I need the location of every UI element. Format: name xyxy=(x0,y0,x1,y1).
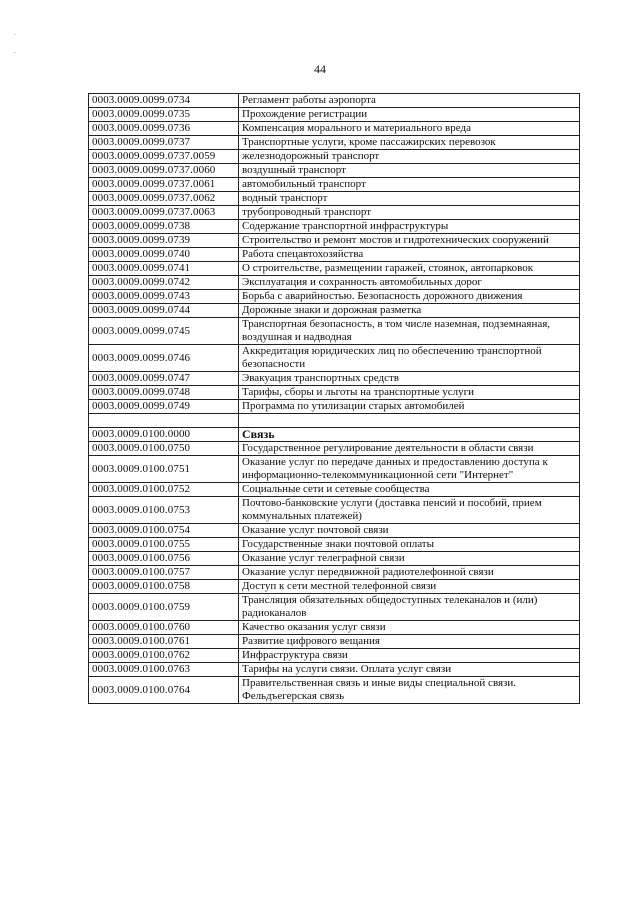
table-row xyxy=(89,594,580,621)
table-row xyxy=(89,178,580,192)
row-code: 0003.0009.0100.0755 xyxy=(89,538,239,552)
row-name: Дорожные знаки и дорожная разметка xyxy=(239,304,580,318)
row-name: воздушный транспорт xyxy=(239,164,580,178)
row-name: Эксплуатация и сохранность автомобильных дорог xyxy=(239,276,580,290)
row-name: Социальные сети и сетевые сообщества xyxy=(239,483,580,497)
row-code: 0003.0009.0099.0735 xyxy=(89,108,239,122)
row-code: 0003.0009.0100.0761 xyxy=(89,635,239,649)
row-code: 0003.0009.0100.0753 xyxy=(89,497,239,524)
row-code: 0003.0009.0099.0737.0059 xyxy=(89,150,239,164)
row-name: Правительственная связь и иные виды специальной связи. Фельдъегерская связь xyxy=(239,677,580,704)
table-row xyxy=(89,164,580,178)
table-row xyxy=(89,136,580,150)
row-name: Качество оказания услуг связи xyxy=(239,621,580,635)
table-row xyxy=(89,276,580,290)
table-row xyxy=(89,94,580,108)
row-name: Оказание услуг почтовой связи xyxy=(239,524,580,538)
page-number: 44 xyxy=(314,62,326,76)
row-name: Развитие цифрового вещания xyxy=(239,635,580,649)
row-name: автомобильный транспорт xyxy=(239,178,580,192)
row-name: Содержание транспортной инфраструктуры xyxy=(239,220,580,234)
row-code: 0003.0009.0100.0750 xyxy=(89,442,239,456)
row-code: 0003.0009.0099.0740 xyxy=(89,248,239,262)
row-name: О строительстве, размещении гаражей, стоянок, автопарковок xyxy=(239,262,580,276)
row-code: 0003.0009.0099.0744 xyxy=(89,304,239,318)
row-code: 0003.0009.0100.0757 xyxy=(89,566,239,580)
table-row xyxy=(89,566,580,580)
row-code: 0003.0009.0099.0737.0060 xyxy=(89,164,239,178)
row-name: Работа спецавтохозяйства xyxy=(239,248,580,262)
row-code: 0003.0009.0099.0747 xyxy=(89,372,239,386)
row-name: Строительство и ремонт мостов и гидротехнических сооружений xyxy=(239,234,580,248)
row-name: Оказание услуг по передаче данных и предоставлению доступа к информационно-телекоммуникационной сети "Интернет" xyxy=(239,456,580,483)
row-code: 0003.0009.0099.0737.0063 xyxy=(89,206,239,220)
row-name: Тарифы на услуги связи. Оплата услуг связи xyxy=(239,663,580,677)
row-name: Программа по утилизации старых автомобилей xyxy=(239,400,580,414)
table-row xyxy=(89,248,580,262)
row-name: Государственные знаки почтовой оплаты xyxy=(239,538,580,552)
row-name: Транспортные услуги, кроме пассажирских перевозок xyxy=(239,136,580,150)
section-title: Связь xyxy=(239,428,580,442)
row-name xyxy=(239,414,580,428)
table-row xyxy=(89,456,580,483)
classifier-table xyxy=(88,93,580,704)
table-row xyxy=(89,400,580,414)
row-code: 0003.0009.0099.0737.0061 xyxy=(89,178,239,192)
row-code: 0003.0009.0099.0736 xyxy=(89,122,239,136)
table-row xyxy=(89,304,580,318)
row-code: 0003.0009.0100.0759 xyxy=(89,594,239,621)
table-row xyxy=(89,677,580,704)
table-row xyxy=(89,621,580,635)
table-row xyxy=(89,524,580,538)
table-row xyxy=(89,372,580,386)
row-name: Компенсация морального и материального вреда xyxy=(239,122,580,136)
table-row xyxy=(89,262,580,276)
table-row xyxy=(89,122,580,136)
table-row xyxy=(89,538,580,552)
row-code: 0003.0009.0100.0754 xyxy=(89,524,239,538)
row-code: 0003.0009.0100.0751 xyxy=(89,456,239,483)
row-name: Аккредитация юридических лиц по обеспечению транспортной безопасности xyxy=(239,345,580,372)
row-code: 0003.0009.0099.0742 xyxy=(89,276,239,290)
row-code: 0003.0009.0099.0746 xyxy=(89,345,239,372)
table-row xyxy=(89,386,580,400)
table-body xyxy=(89,94,580,704)
table-row xyxy=(89,220,580,234)
row-name: Борьба с аварийностью. Безопасность дорожного движения xyxy=(239,290,580,304)
row-name: Оказание услуг передвижной радиотелефонной связи xyxy=(239,566,580,580)
table-row xyxy=(89,663,580,677)
row-name: Прохождение регистрации xyxy=(239,108,580,122)
table-row xyxy=(89,483,580,497)
row-code: 0003.0009.0100.0764 xyxy=(89,677,239,704)
row-code: 0003.0009.0100.0752 xyxy=(89,483,239,497)
row-name: Инфраструктура связи xyxy=(239,649,580,663)
table-row xyxy=(89,345,580,372)
row-name: Государственное регулирование деятельности в области связи xyxy=(239,442,580,456)
table-row xyxy=(89,580,580,594)
table-row xyxy=(89,150,580,164)
row-code: 0003.0009.0099.0741 xyxy=(89,262,239,276)
row-code: 0003.0009.0100.0760 xyxy=(89,621,239,635)
table-row xyxy=(89,635,580,649)
row-code: 0003.0009.0100.0762 xyxy=(89,649,239,663)
table-row xyxy=(89,442,580,456)
row-name: Тарифы, сборы и льготы на транспортные услуги xyxy=(239,386,580,400)
row-code xyxy=(89,414,239,428)
row-code: 0003.0009.0100.0763 xyxy=(89,663,239,677)
row-code: 0003.0009.0099.0748 xyxy=(89,386,239,400)
row-name: Оказание услуг телеграфной связи xyxy=(239,552,580,566)
table-row xyxy=(89,497,580,524)
row-name: Трансляция обязательных общедоступных телеканалов и (или) радиоканалов xyxy=(239,594,580,621)
row-name: Почтово-банковские услуги (доставка пенсий и пособий, прием коммунальных платежей) xyxy=(239,497,580,524)
row-name: Транспортная безопасность, в том числе наземная, подземнаяная, воздушная и надводная xyxy=(239,318,580,345)
table-row xyxy=(89,108,580,122)
table-row xyxy=(89,192,580,206)
row-name: Регламент работы аэропорта xyxy=(239,94,580,108)
row-code: 0003.0009.0100.0000 xyxy=(89,428,239,442)
row-code: 0003.0009.0100.0756 xyxy=(89,552,239,566)
table-row xyxy=(89,649,580,663)
row-code: 0003.0009.0099.0739 xyxy=(89,234,239,248)
row-code: 0003.0009.0099.0734 xyxy=(89,94,239,108)
row-name: водный транспорт xyxy=(239,192,580,206)
row-code: 0003.0009.0099.0738 xyxy=(89,220,239,234)
table-row xyxy=(89,318,580,345)
table-row xyxy=(89,290,580,304)
row-code: 0003.0009.0099.0749 xyxy=(89,400,239,414)
row-code: 0003.0009.0099.0737.0062 xyxy=(89,192,239,206)
blank-row xyxy=(89,414,580,428)
row-name: железнодорожный транспорт xyxy=(239,150,580,164)
table-row xyxy=(89,206,580,220)
row-code: 0003.0009.0099.0745 xyxy=(89,318,239,345)
row-code: 0003.0009.0100.0758 xyxy=(89,580,239,594)
scan-mark: . xyxy=(14,28,16,37)
row-name: Эвакуация транспортных средств xyxy=(239,372,580,386)
table-row xyxy=(89,234,580,248)
table-row xyxy=(89,552,580,566)
row-name: Доступ к сети местной телефонной связи xyxy=(239,580,580,594)
scan-mark: . xyxy=(14,46,16,55)
row-code: 0003.0009.0099.0743 xyxy=(89,290,239,304)
section-row xyxy=(89,428,580,442)
row-name: трубопроводный транспорт xyxy=(239,206,580,220)
row-code: 0003.0009.0099.0737 xyxy=(89,136,239,150)
